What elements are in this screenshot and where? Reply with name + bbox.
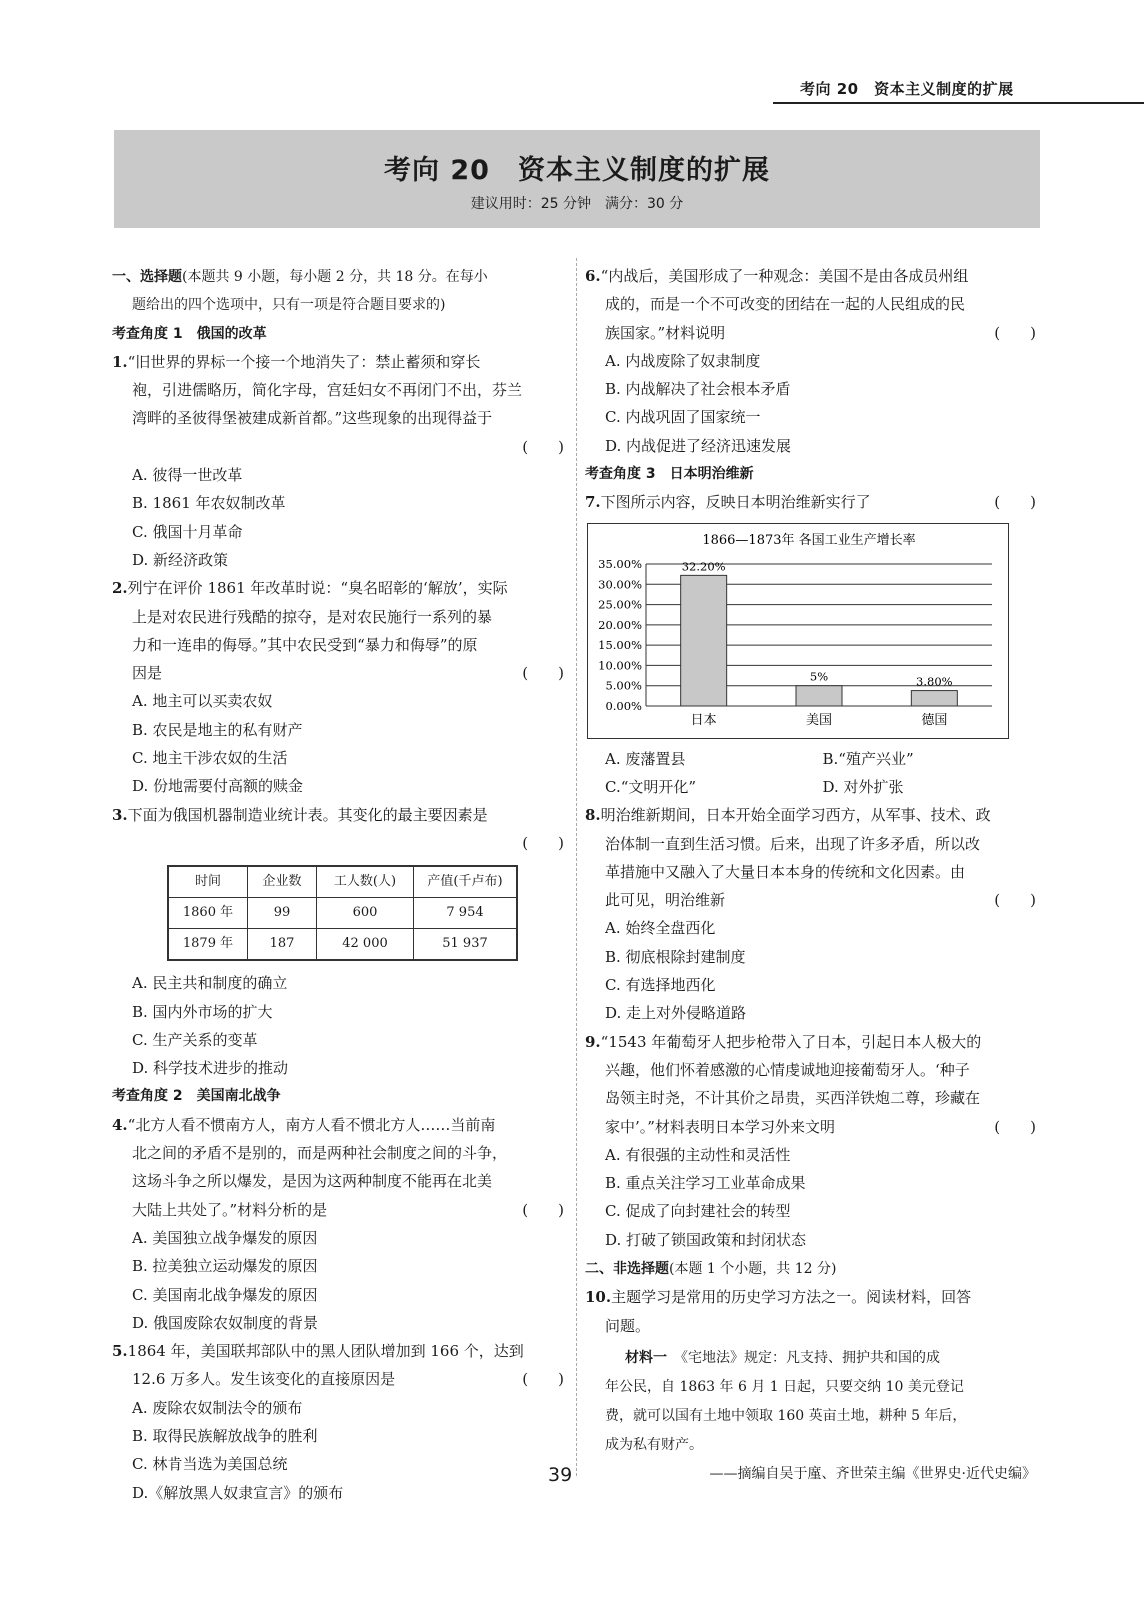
question-2: 2.列宁在评价 1861 年改革时说：“臭名昭彰的‘解放’，实际 上是对农民进行残酷的掠夺，是对农民施行一系列的暴 力和一连串的侮辱。”其中农民受到“暴力和侮辱”的原 因是 ( ) A. 地主可以买卖农奴 B. 农民是地主的私有财产 C. 地主干涉农奴的生活 D. 份地需要付高额的赎金 — [112, 574, 568, 800]
answer-blank: ( ) — [994, 891, 1036, 910]
option-d: D. 科学技术进步的推动 — [132, 1059, 289, 1078]
option-a: A. 始终全盘西化 — [605, 919, 716, 938]
table-header-row: 时间 企业数 工人数(人) 产值(千卢布) — [168, 866, 517, 898]
question-10: 10.主题学习是常用的历史学习方法之一。阅读材料，回答 问题。 材料一 《宅地法》规定：凡支持、拥护共和国的成 年公民，自 1863 年 6 月 1 日起，只要交纳 10 美元登记 费，就可以国有土地中领取 160 英亩土地，耕种 5 年后， 成为私有财产。 ——摘编自吴于廑、齐世荣主编《世界史·近代史编》 — [585, 1283, 1040, 1488]
y-tick-label: 15.00% — [598, 637, 642, 652]
answer-blank: ( ) — [522, 833, 564, 852]
growth-rate-chart — [587, 523, 1009, 739]
option-b: B.“殖产兴业” — [822, 749, 914, 768]
option-d: D. 对外扩张 — [822, 777, 904, 796]
answer-blank: ( ) — [994, 493, 1036, 512]
column-divider — [576, 258, 577, 1476]
option-a: A. 废藩置县 — [605, 749, 686, 768]
data-label: 32.20% — [681, 559, 726, 574]
option-a: A. 彼得一世改革 — [132, 466, 243, 485]
y-tick-label: 10.00% — [598, 658, 642, 673]
option-b: B. 拉美独立运动爆发的原因 — [132, 1257, 318, 1276]
section1-desc: 题给出的四个选项中，只有一项是符合题目要求的) — [132, 297, 446, 314]
y-tick-label: 35.00% — [598, 556, 642, 571]
table-row: 1879 年 187 42 000 51 937 — [168, 929, 517, 961]
option-d: D. 内战促进了经济迅速发展 — [605, 436, 792, 455]
option-c: C. 美国南北战争爆发的原因 — [132, 1285, 318, 1304]
y-tick-label: 5.00% — [605, 678, 642, 693]
option-b: B. 国内外市场的扩大 — [132, 1002, 273, 1021]
table-row: 1860 年 99 600 7 954 — [168, 898, 517, 929]
x-tick-label: 日本 — [690, 712, 717, 728]
angle-2-heading: 考查角度 2 美国南北战争 — [112, 1088, 281, 1105]
option-b: B. 1861 年农奴制改革 — [132, 494, 286, 513]
chart-title: 1866—1873年 各国工业生产增长率 — [702, 532, 916, 548]
option-c: C. 地主干涉农奴的生活 — [132, 749, 288, 768]
material-one: 材料一 《宅地法》规定：凡支持、拥护共和国的成 年公民，自 1863 年 6 月 1 日起，只要交纳 10 美元登记 费，就可以国有土地中领取 160 英亩土地，耕种 5 年后， 成为私有财产。 — [605, 1349, 967, 1453]
question-3: 3.下面为俄国机器制造业统计表。其变化的最主要因素是 ( ) 时间 企业数 工人数(人) 产值(千卢布) 1860 年 99 600 7 954 1879 年 187 42 000 51 937 A. 民主共和制度的确立 B. 国内外市场的扩大 C. 生产关系的变革 D. 科学技术进步的推动 — [112, 801, 568, 1083]
option-a: A. 民主共和制度的确立 — [132, 974, 288, 993]
y-tick-label: 30.00% — [598, 576, 642, 591]
option-b: B. 取得民族解放战争的胜利 — [132, 1426, 318, 1445]
y-tick-label: 20.00% — [598, 617, 642, 632]
option-b: B. 内战解决了社会根本矛盾 — [605, 380, 791, 399]
option-a: A. 地主可以买卖农奴 — [132, 692, 273, 711]
option-d: D. 走上对外侵略道路 — [605, 1004, 747, 1023]
section1-heading: 一、选择题(本题共 9 小题，每小题 2 分，共 18 分。在每小 — [112, 269, 488, 285]
bar-chart-svg — [588, 524, 1008, 738]
answer-blank: ( ) — [994, 1117, 1036, 1136]
option-c: C. 俄国十月革命 — [132, 522, 243, 541]
angle-1-heading: 考查角度 1 俄国的改革 — [112, 325, 267, 342]
option-c: C. 林肯当选为美国总统 — [132, 1455, 288, 1474]
option-b: B. 重点关注学习工业革命成果 — [605, 1174, 806, 1193]
option-d: D. 俄国废除农奴制度的背景 — [132, 1313, 319, 1332]
option-a: A. 有很强的主动性和灵活性 — [605, 1145, 791, 1164]
option-c: C. 有选择地西化 — [605, 976, 716, 995]
x-tick-label: 美国 — [805, 712, 833, 728]
header-rule — [773, 102, 1144, 104]
option-a: A. 内战废除了奴隶制度 — [605, 351, 761, 370]
answer-blank: ( ) — [522, 664, 564, 683]
option-d: D. 打破了锁国政策和封闭状态 — [605, 1230, 807, 1249]
left-column — [112, 262, 568, 1507]
question-5: 5.1864 年，美国联邦部队中的黑人团队增加到 166 个，达到 12.6 万多人。发生该变化的直接原因是 ( ) A. 废除农奴制法令的颁布 B. 取得民族解放战争的胜利 C. 林肯当选为美国总统 D.《解放黑人奴隶宣言》的颁布 — [112, 1337, 568, 1507]
section2-heading: 二、非选择题(本题 1 个小题，共 12 分) — [585, 1261, 837, 1278]
question-6: 6.“内战后，美国形成了一种观念：美国不是由各成员州组 成的，而是一个不可改变的团结在一起的人民组成的民 族国家。”材料说明 ( ) A. 内战废除了奴隶制度 B. 内战解决了社会根本矛盾 C. 内战巩固了国家统一 D. 内战促进了经济迅速发展 — [585, 262, 1040, 460]
option-b: B. 彻底根除封建制度 — [605, 947, 746, 966]
material-source: ——摘编自吴于廑、齐世荣主编《世界史·近代史编》 — [709, 1465, 1036, 1482]
data-label: 5% — [809, 669, 829, 684]
option-d: D. 份地需要付高额的赎金 — [132, 777, 304, 796]
question-8: 8.明治维新期间，日本开始全面学习西方，从军事、技术、政 治体制一直到生活习惯。后来，出现了许多矛盾，所以改 革措施中又融入了大量日本本身的传统和文化因素。由 此可见，明治维新 ( ) A. 始终全盘西化 B. 彻底根除封建制度 C. 有选择地西化 D. 走上对外侵略道路 — [585, 801, 1040, 1027]
right-column — [585, 262, 1040, 1488]
page-title: 考向 20 资本主义制度的扩展 — [384, 155, 770, 186]
question-7: 7.下图所示内容，反映日本明治维新实行了 ( ) 1866—1873年 各国工业生产增长率 0.00% 5.00% 10.00% 15.00% 20.00% 25.00% 30.00% 35.00% 32.20% 日本 5% 美国 3.80% 德国 A. 废藩置县 B.“殖产兴业” C.“文明开化” D. 对外扩张 — [585, 488, 1040, 801]
option-c: C.“文明开化” — [605, 777, 697, 796]
running-header: 考向 20 资本主义制度的扩展 — [800, 80, 1014, 98]
option-a: A. 废除农奴制法令的颁布 — [132, 1398, 303, 1417]
option-d: D.《解放黑人奴隶宣言》的颁布 — [132, 1483, 344, 1502]
option-c: C. 内战巩固了国家统一 — [605, 408, 761, 427]
title-banner — [114, 130, 1040, 228]
option-b: B. 农民是地主的私有财产 — [132, 720, 303, 739]
bar — [796, 685, 842, 705]
option-c: C. 促成了向封建社会的转型 — [605, 1202, 791, 1221]
option-c: C. 生产关系的变革 — [132, 1030, 258, 1049]
answer-blank: ( ) — [994, 323, 1036, 342]
y-tick-label: 25.00% — [598, 597, 642, 612]
bar — [911, 690, 957, 705]
question-9: 9.“1543 年葡萄牙人把步枪带入了日本，引起日本人极大的 兴趣，他们怀着感激的心情虔诚地迎接葡萄牙人。‘种子 岛领主时尧，不计其价之昂贵，买西洋铁炮二尊，珍藏在 家中’。”材料表明日本学习外来文明 ( ) A. 有很强的主动性和灵活性 B. 重点关注学习工业革命成果 C. 促成了向封建社会的转型 D. 打破了锁国政策和封闭状态 — [585, 1028, 1040, 1254]
answer-blank: ( ) — [522, 1370, 564, 1389]
question-4: 4.“北方人看不惯南方人，南方人看不惯北方人……当前南 北之间的矛盾不是别的，而是两种社会制度之间的斗争， 这场斗争之所以爆发，是因为这两种制度不能再在北美 大陆上共处了。”材料分析的是 ( ) A. 美国独立战争爆发的原因 B. 拉美独立运动爆发的原因 C. 美国南北战争爆发的原因 D. 俄国废除农奴制度的背景 — [112, 1111, 568, 1337]
angle-3-heading: 考查角度 3 日本明治维新 — [585, 466, 754, 483]
option-d: D. 新经济政策 — [132, 550, 229, 569]
answer-blank: ( ) — [522, 437, 564, 456]
x-tick-label: 德国 — [921, 712, 948, 728]
y-tick-label: 0.00% — [605, 698, 642, 713]
answer-blank: ( ) — [522, 1200, 564, 1219]
data-label: 3.80% — [916, 674, 953, 689]
question-1: 1.“旧世界的界标一个接一个地消失了：禁止蓄须和穿长 袍，引进儒略历，简化字母，宫廷妇女不再闭门不出，芬兰 湾畔的圣彼得堡被建成新首都。”这些现象的出现得益于 ( ) A. 彼得一世改革 B. 1861 年农奴制改革 C. 俄国十月革命 D. 新经济政策 — [112, 348, 568, 574]
statistics-table — [167, 865, 518, 961]
page-number: 39 — [548, 1464, 573, 1486]
bar — [681, 575, 727, 706]
option-a: A. 美国独立战争爆发的原因 — [132, 1228, 318, 1247]
page-subtitle: 建议用时：25 分钟 满分：30 分 — [470, 196, 684, 212]
